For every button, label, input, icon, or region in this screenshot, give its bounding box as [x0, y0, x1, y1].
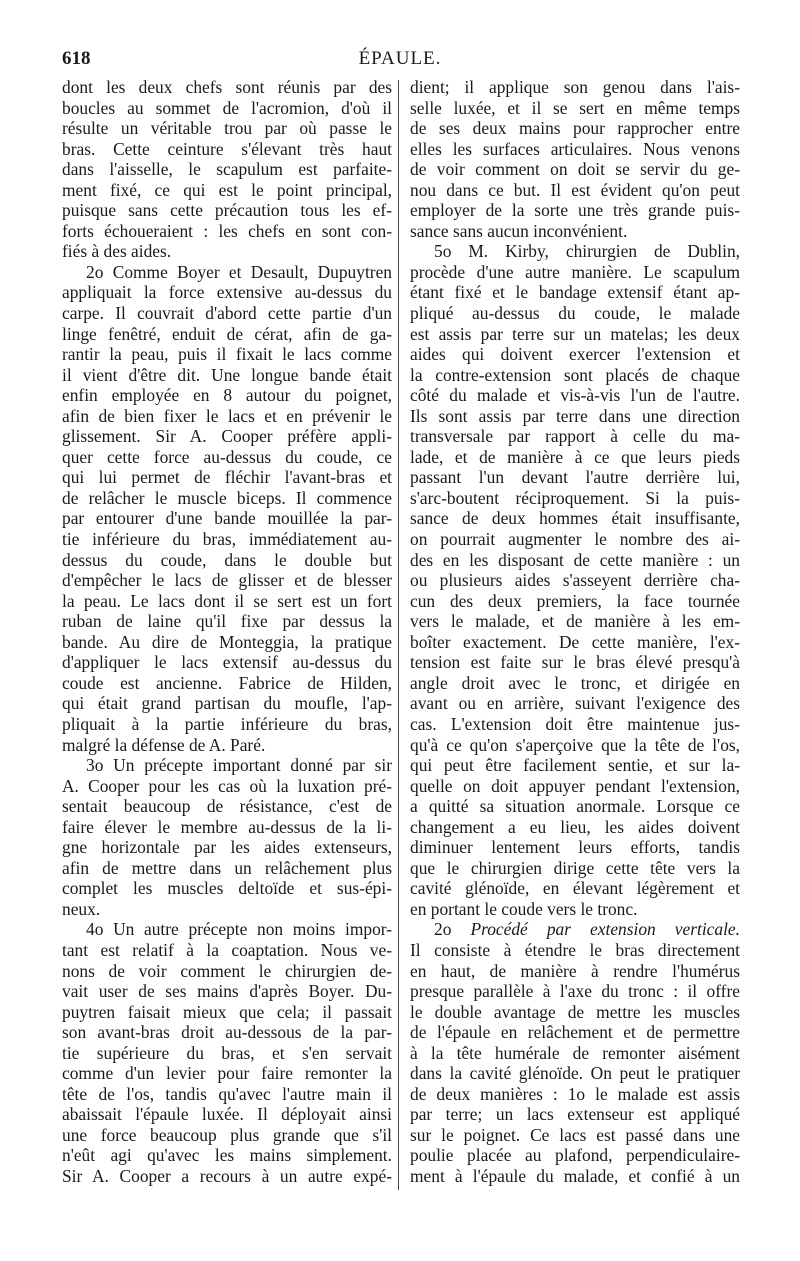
text-line: aides qui doivent exercer l'extension et: [410, 344, 740, 365]
text-line: en portant le coude vers le tronc.: [410, 898, 638, 919]
text-line: la contre-extension sont placés de chaque: [410, 364, 740, 385]
text-line: sance de deux hommes était insuffisante,: [410, 508, 740, 529]
text-line: angle droit avec le tronc, et dirigée en: [410, 672, 740, 693]
text-line: sance sans aucun inconvénient.: [410, 220, 628, 241]
text-line: vers le malade, et de manière à les em-: [410, 611, 740, 632]
text-line: linge fenêtré, enduit de cérat, afin de ga-: [62, 323, 392, 344]
text-line: puisque sans cette précaution tous les ef-: [62, 200, 392, 221]
text-line: glissement. Sir A. Cooper préfère appli-: [62, 426, 392, 447]
text-line: changement a eu lieu, les aides doivent: [410, 816, 740, 837]
text-line: par terre; un lacs extenseur est appliqué: [410, 1104, 740, 1125]
text-line: comme d'un levier pour faire remonter la: [62, 1063, 392, 1084]
text-line: [410, 919, 740, 940]
text-line: tête de l'os, tandis qu'avec l'autre main il: [62, 1083, 392, 1104]
text-line: procède d'une autre manière. Le scapulum: [410, 261, 740, 282]
text-line: appliquait la force extensive au-dessus du: [62, 282, 392, 303]
text-line: son avant-bras droit au-dessous de la par-: [62, 1022, 392, 1043]
text-line: employer de la sorte une très grande puis-: [410, 200, 740, 221]
text-line: ment à l'épaule du malade, et confié à un: [410, 1165, 740, 1186]
text-line: 4o Un autre précepte non moins impor-: [86, 919, 392, 940]
text-line: enfin employée en 8 autour du poignet,: [62, 385, 392, 406]
text-line: A. Cooper pour les cas où la luxation pré-: [62, 775, 392, 796]
text-line: 5o M. Kirby, chirurgien de Dublin,: [434, 241, 740, 262]
text-line: une force beaucoup plus grande que s'il: [62, 1124, 392, 1145]
text-line-prefix: 2o: [434, 919, 471, 940]
text-line: d'appliquer le lacs extensif au-dessus du: [62, 652, 392, 673]
text-line: fiés à des aides.: [62, 241, 172, 262]
text-line: pliqué au-dessus du coude, le malade: [410, 303, 740, 324]
text-line: a quitté sa situation anormale. Lorsque ce: [410, 796, 740, 817]
text-line: tie supérieure du bras, et s'en servait: [62, 1042, 392, 1063]
text-line: selle luxée, et il se sert en même temps: [410, 97, 740, 118]
text-line: dans la cavité glénoïde. On peut le pratiquer: [410, 1063, 740, 1084]
text-line: à la tête humérale de remonter aisément: [410, 1042, 740, 1063]
text-line: 2o Comme Boyer et Desault, Dupuytren: [86, 261, 392, 282]
text-line: de ses deux mains pour rapprocher entre: [410, 118, 740, 139]
running-title: ÉPAULE.: [358, 48, 442, 69]
text-line: 3o Un précepte important donné par sir: [86, 755, 392, 776]
text-line: étant fixé et le bandage extensif étant ap-: [410, 282, 740, 303]
text-line: passant l'un devant l'autre derrière lui,: [410, 467, 740, 488]
text-line: Il consiste à étendre le bras directement: [410, 939, 740, 960]
text-line: de deux manières : 1o le malade est assis: [410, 1083, 740, 1104]
text-line: neux.: [62, 898, 101, 919]
text-line: boîter exactement. De cette manière, l'ex-: [410, 631, 740, 652]
text-line: qui était grand partisan du moufle, l'ap-: [62, 693, 392, 714]
text-line: quelle on doit appuyer pendant l'extension,: [410, 775, 740, 796]
text-line: avant ou en arrière, suivant l'exigence des: [410, 693, 740, 714]
text-line: sur le poignet. Ce lacs est passé dans une: [410, 1124, 740, 1145]
text-line: gne horizontale par les aides extenseurs,: [62, 837, 392, 858]
text-line: complet les muscles deltoïde et sus-épi-: [62, 878, 392, 899]
text-line: poulie placée au plafond, perpendiculaire-: [410, 1145, 740, 1166]
text-line: qui peut être facilement sentie, et sur la-: [410, 755, 740, 776]
text-line: que le chirurgien dirige cette tête vers la: [410, 857, 740, 878]
text-line: cas. L'extension doit être maintenue jus-: [410, 713, 740, 734]
text-line: dient; il applique son genou dans l'ais-: [410, 77, 740, 97]
text-line: dessus du coude, dans le double but: [62, 549, 392, 570]
text-line: nons de voir comment le chirurgien de-: [62, 960, 392, 981]
text-line: d'empêcher le lacs de glisser et de blesser: [62, 570, 392, 591]
text-line: de voir comment on doit se servir du ge-: [410, 159, 740, 180]
text-line: tant est relatif à la coaptation. Nous ve-: [62, 939, 392, 960]
text-line: de l'épaule en relâchement et de permettre: [410, 1022, 740, 1043]
text-line: le double avantage de mettre les muscles: [410, 1001, 740, 1022]
text-line: transversale par rapport à celle du ma-: [410, 426, 740, 447]
text-line: qui lui permet de fléchir l'avant-bras et: [62, 467, 392, 488]
text-line: vait user de ses mains d'après Boyer. Du-: [62, 981, 392, 1002]
text-line: ou plusieurs aides s'asseyent derrière cha-: [410, 570, 740, 591]
text-line: sentait beaucoup de résistance, c'est de: [62, 796, 392, 817]
text-line: dont les deux chefs sont réunis par des: [62, 77, 392, 97]
right-text-column: [410, 77, 740, 1187]
text-line: s'arc-boutent réciproquement. Si la puis-: [410, 487, 740, 508]
running-head: [62, 48, 738, 76]
text-line: ruban de laine qu'il fixe par dessus la: [62, 611, 392, 632]
text-line: de relâcher le muscle biceps. Il commence: [62, 487, 392, 508]
text-line: cun des deux premiers, la face tournée: [410, 590, 740, 611]
text-line: Sir A. Cooper a recours à un autre expé-: [62, 1165, 392, 1186]
text-line: cavité glénoïde, en élevant légèrement et: [410, 878, 740, 899]
text-line: bande. Au dire de Monteggia, la pratique: [62, 631, 392, 652]
text-line: est assis par terre sur un matelas; les deux: [410, 323, 740, 344]
text-line: elles les surfaces articulaires. Nous venons: [410, 138, 740, 159]
text-line: rantir la peau, puis il fixait le lacs comme: [62, 344, 392, 365]
text-line: tension est faite sur le bras élevé presqu'à: [410, 652, 740, 673]
text-line: presque parallèle à l'axe du tronc : il offre: [410, 981, 740, 1002]
text-line: coude est ancienne. Fabrice de Hilden,: [62, 672, 392, 693]
text-line: Ils sont assis par terre dans une direction: [410, 405, 740, 426]
text-line: n'eût agi qu'avec les mains simplement.: [62, 1145, 392, 1166]
text-line: boucles au sommet de l'acromion, d'où il: [62, 97, 392, 118]
text-line: faire élever le membre au-dessus de la li-: [62, 816, 392, 837]
text-line: ment fixé, ce qui est le point principal,: [62, 179, 392, 200]
text-line: malgré la défense de A. Paré.: [62, 734, 266, 755]
column-divider: [398, 80, 399, 1190]
text-line: abaissait l'épaule luxée. Il déployait ainsi: [62, 1104, 392, 1125]
text-line: afin de mettre dans un relâchement plus: [62, 857, 392, 878]
text-line: pliquait à la partie inférieure du bras,: [62, 713, 392, 734]
text-line: tie inférieure du bras, immédiatement au-: [62, 529, 392, 550]
page-number: 618: [62, 48, 91, 69]
italic-heading: Procédé par extension verticale.: [470, 919, 740, 940]
text-line: lade, et de manière à ce que leurs pieds: [410, 446, 740, 467]
text-line: carpe. Il couvrait d'abord cette partie d'un: [62, 303, 392, 324]
text-line: par entourer d'une bande mouillée la par-: [62, 508, 392, 529]
text-line: côté du malade et vis-à-vis l'un de l'autre.: [410, 385, 740, 406]
left-text-column: [62, 77, 392, 1187]
text-line: diminuer lentement leurs efforts, tandis: [410, 837, 740, 858]
text-line: afin de bien fixer le lacs et en prévenir le: [62, 405, 392, 426]
text-line: puytren faisait mieux que cela; il passait: [62, 1001, 392, 1022]
text-line: il vient d'être dit. Une longue bande était: [62, 364, 392, 385]
text-line: nou dans ce but. Il est évident qu'on peut: [410, 179, 740, 200]
text-line: la peau. Le lacs dont il se sert est un fort: [62, 590, 392, 611]
text-line: en haut, de manière à rendre l'humérus: [410, 960, 740, 981]
text-line: bras. Cette ceinture s'élevant très haut: [62, 138, 392, 159]
text-line: résulte un véritable trou par où passe le: [62, 118, 392, 139]
text-line: des en les disposant de cette manière : un: [410, 549, 740, 570]
text-line: forts échoueraient : les chefs en sont con-: [62, 220, 392, 241]
text-line: on pourrait augmenter le nombre des ai-: [410, 529, 740, 550]
text-line: qu'à ce qu'on s'aperçoive que la tête de l'os,: [410, 734, 740, 755]
text-line: quer cette force au-dessus du coude, ce: [62, 446, 392, 467]
text-line: dans l'aisselle, le scapulum est parfaite-: [62, 159, 392, 180]
